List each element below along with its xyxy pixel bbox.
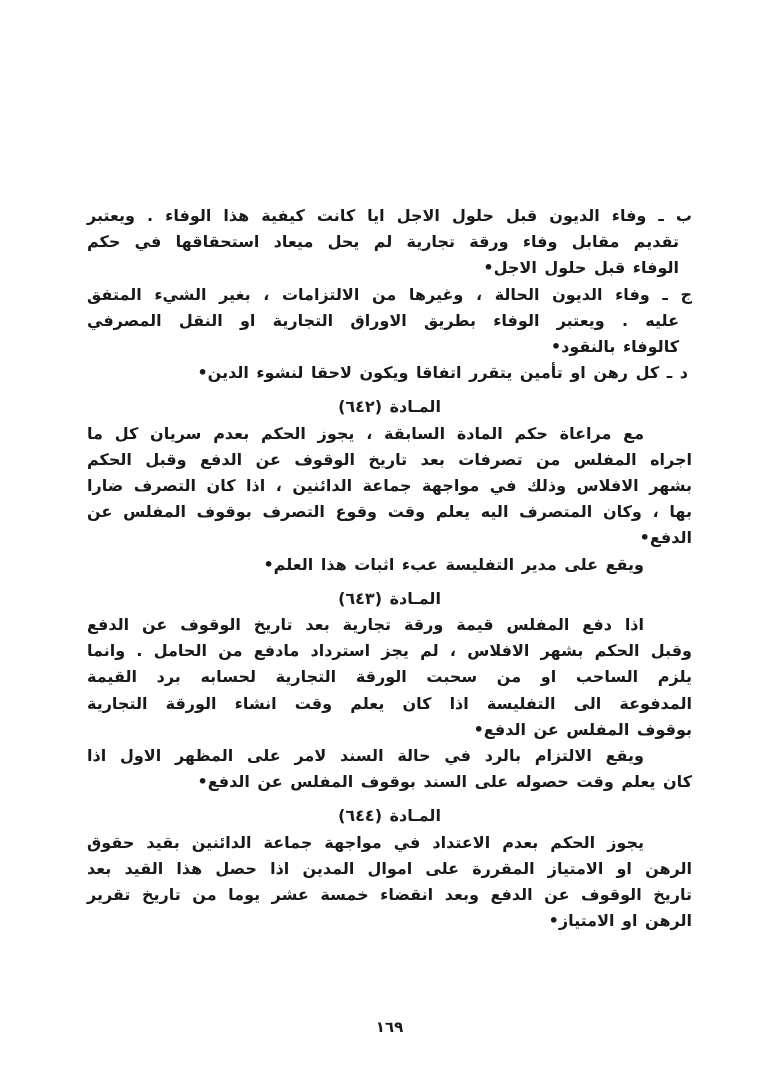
article-644 [87, 803, 692, 934]
text-line: المدفوعة الى التفليسة اذا كان يعلم وقت انشاء الورقة التجارية [87, 693, 692, 713]
text-line: د ـ كل رهن او تأمين يتقرر اتفاقا ويكون لاحقا لنشوء الدين• [197, 363, 688, 383]
article-642-paragraph-1 [87, 421, 692, 552]
article-643 [87, 586, 692, 796]
text-line: يلزم الساحب او من سحبت الورقة التجارية لحسابه برد القيمة [87, 667, 692, 687]
text-line: ويقع على مدير التفليسة عبء اثبات هذا العلم• [263, 554, 644, 574]
text-line: تقديم مقابل وفاء ورقة تجارية لم يحل ميعاد استحقاقها في حكم [87, 232, 679, 252]
text-line: الدفع• [639, 528, 692, 548]
text-line: الرهن او الامتياز المقررة على اموال المدين اذا حصل هذا القيد بعد [87, 858, 692, 878]
text-line: بوقوف المفلس عن الدفع• [473, 719, 692, 739]
article-644-heading: المـادة (٦٤٤) [338, 806, 441, 826]
text-line: بشهر الافلاس وذلك في مواجهة جماعة الدائنين ، اذا كان التصرف ضارا [87, 476, 692, 496]
text-line: كان يعلم وقت حصوله على السند بوقوف المفلس عن الدفع• [197, 772, 692, 792]
text-line: تاريخ الوقوف عن الدفع وبعد انقضاء خمسة عشر يوما من تاريخ تقرير [87, 885, 692, 905]
page-number: ١٦٩ [375, 1018, 404, 1036]
article-643-paragraph-1 [87, 612, 692, 743]
clauses-list [87, 203, 692, 386]
clause-item-b [87, 203, 692, 282]
text-line: يجوز الحكم بعدم الاعتداد في مواجهة جماعة الدائنين بقيد حقوق [87, 832, 644, 852]
article-642-paragraph-2 [87, 552, 692, 578]
text-line: اذا دفع المفلس قيمة ورقة تجارية بعد تاريخ الوقوف عن الدفع [87, 615, 644, 635]
text-line: عليه . ويعتبر الوفاء بطريق الاوراق التجارية او النقل المصرفي [87, 310, 679, 330]
text-line: اجراه المفلس من تصرفات بعد تاريخ الوقوف عن الدفع وقبل الحكم [87, 449, 692, 469]
text-line: وقبل الحكم بشهر الافلاس ، لم يجز استرداد مادفع من الحامل . وانما [87, 641, 692, 661]
article-642 [87, 394, 692, 577]
article-642-heading: المـادة (٦٤٢) [338, 397, 441, 417]
text-line: الوفاء قبل حلول الاجل• [483, 258, 679, 278]
clause-item-d [87, 360, 692, 386]
clause-item-j [87, 282, 692, 361]
text-line: كالوفاء بالنقود• [550, 337, 679, 357]
text-line: ب ـ وفاء الديون قبل حلول الاجل ايا كانت كيفية هذا الوفاء . ويعتبر [87, 206, 692, 225]
text-block [87, 203, 692, 934]
text-line: ويقع الالتزام بالرد في حالة السند لامر على المظهر الاول اذا [87, 746, 644, 766]
article-643-heading: المـادة (٦٤٣) [338, 588, 441, 608]
text-line: مع مراعاة حكم المادة السابقة ، يجوز الحكم بعدم سريان كل ما [87, 423, 644, 443]
text-line: بها ، وكان المتصرف اليه يعلم وقت وقوع التصرف بوقوف المفلس عن [87, 502, 692, 522]
text-line: ج ـ وفاء الديون الحالة ، وغيرها من الالتزامات ، بغير الشيء المتفق [87, 284, 692, 304]
text-line: الرهن او الامتياز• [548, 911, 692, 931]
article-644-paragraph-1 [87, 830, 692, 935]
article-643-paragraph-2 [87, 743, 692, 795]
